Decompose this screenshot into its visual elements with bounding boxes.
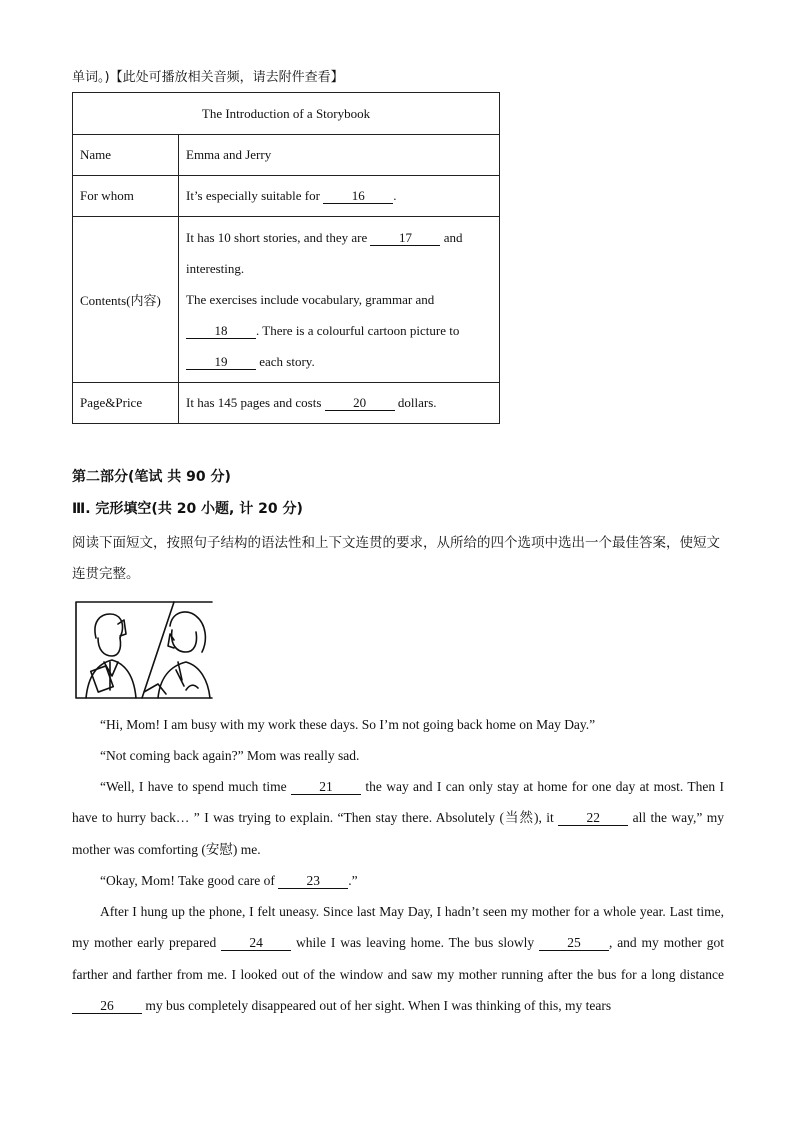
text-segment: “Well, I have to spend much time <box>100 779 291 794</box>
blank-20: 20 <box>325 396 395 411</box>
row-value-contents <box>179 217 500 383</box>
storybook-table <box>72 92 500 424</box>
row-label-contents: Contents(内容) <box>73 217 179 383</box>
text-segment: After I hung up the phone, I felt uneasy. Since last May Day, I hadn’t seen my mother for a whole year. Last time, my mother early prepared <box>72 904 724 951</box>
passage-paragraph-3 <box>72 771 724 865</box>
blank-16: 16 <box>323 189 393 204</box>
blank-21: 21 <box>291 780 361 795</box>
contents-line-4 <box>186 315 492 346</box>
instruction-text: 阅读下面短文，按照句子结构的语法性和上下文连贯的要求，从所给的四个选项中选出一个最佳答案，使短文连贯完整。 <box>72 535 720 582</box>
blank-19: 19 <box>186 355 256 370</box>
text-segment: It has 10 short stories, and they are <box>186 230 371 245</box>
blank-18: 18 <box>186 324 256 339</box>
text-segment: each story. <box>256 354 315 369</box>
text-segment: “Okay, Mom! Take good care of <box>100 873 279 888</box>
text-segment: It’s especially suitable for <box>186 188 324 203</box>
row-value-name: Emma and Jerry <box>179 135 500 176</box>
section3-heading: Ⅲ. 完形填空(共 20 小题, 计 20 分) <box>72 501 303 517</box>
passage-paragraph-4 <box>72 865 724 896</box>
contents-line-1 <box>186 222 492 253</box>
text-segment: and <box>440 230 463 245</box>
text-segment: my bus completely disappeared out of her sight. When I was thinking of this, my tears <box>142 997 612 1013</box>
passage-paragraph-5 <box>72 896 724 1021</box>
blank-23: 23 <box>278 874 348 889</box>
text-segment: all the way,” my mother was comforting (安慰) me. <box>72 810 724 857</box>
table-title: The Introduction of a Storybook <box>73 93 500 135</box>
text-segment: . <box>393 188 397 203</box>
part2-heading: 第二部分(笔试 共 90 分) <box>72 469 231 485</box>
text-segment: .” <box>348 873 358 888</box>
contents-line-5 <box>186 346 492 377</box>
row-label-for-whom: For whom <box>73 176 179 217</box>
phone-call-illustration <box>74 600 214 700</box>
row-value-page-price <box>179 383 500 424</box>
passage-paragraph-2: “Not coming back again?” Mom was really sad. <box>100 748 360 763</box>
blank-22: 22 <box>558 811 628 826</box>
blank-24: 24 <box>221 936 291 951</box>
text-segment: dollars. <box>394 395 437 410</box>
text-segment: It has 145 pages and costs <box>186 395 325 410</box>
contents-line-3: The exercises include vocabulary, grammar and <box>186 292 435 307</box>
passage-paragraph-1: “Hi, Mom! I am busy with my work these days. So I’m not going back home on May Day.” <box>100 717 596 732</box>
row-label-page-price: Page&Price <box>73 383 179 424</box>
blank-17: 17 <box>370 231 440 246</box>
blank-25: 25 <box>539 936 609 951</box>
contents-line-2: interesting. <box>186 261 245 276</box>
row-label-name: Name <box>73 135 179 176</box>
row-value-for-whom <box>179 176 500 217</box>
text-segment: while I was leaving home. The bus slowly <box>291 935 539 951</box>
text-segment: , and my mother got farther and farther from me. I looked out of the window and saw my mother running after the bus for a long distance <box>72 935 724 982</box>
text-segment: the way and I can only stay at home for one day at most. Then I have to hurry back… ” I was trying to explain. “Then stay there. Absolutely (当然), it <box>72 779 725 826</box>
audio-note: 单词。)【此处可播放相关音频，请去附件查看】 <box>72 70 344 85</box>
blank-26: 26 <box>72 999 142 1014</box>
text-segment: . There is a colourful cartoon picture to <box>256 323 460 338</box>
